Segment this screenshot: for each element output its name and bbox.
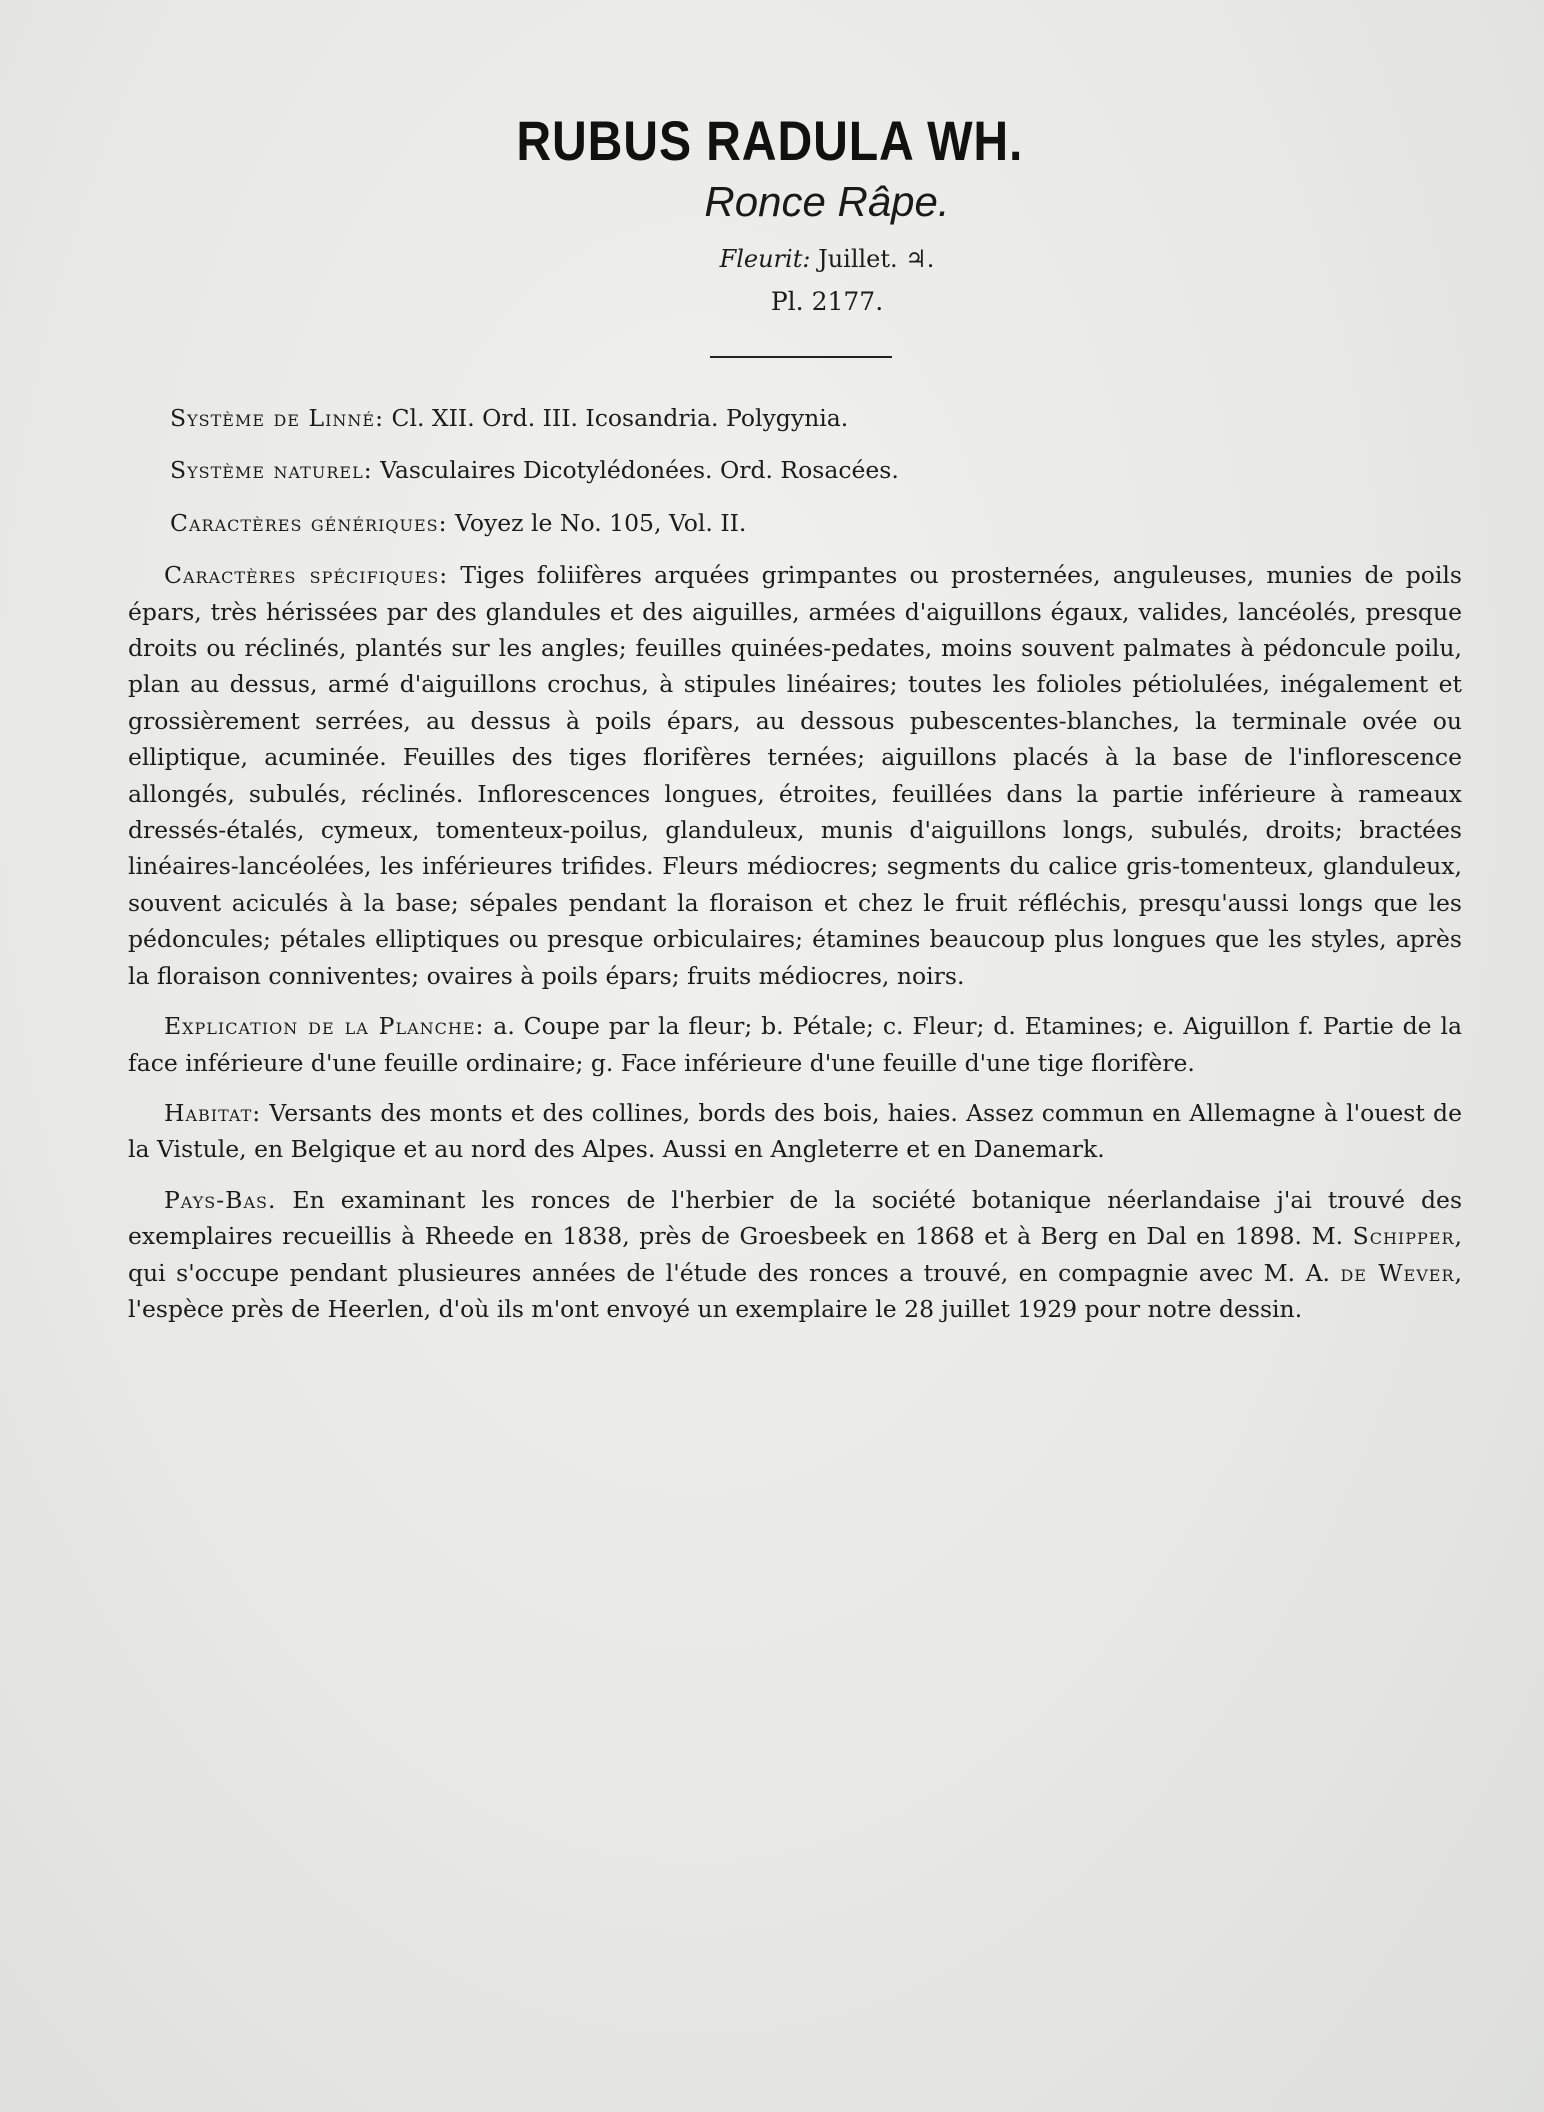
specifiques-paragraph	[128, 557, 1462, 994]
paysbas-text-2: , qui s'occupe pendant plusieures années de l'étude des ronces a trouvé, en compagnie avec M. A.	[128, 1222, 1462, 1287]
explication-paragraph	[128, 1008, 1462, 1081]
habitat-paragraph	[128, 1095, 1462, 1168]
linne-text: Cl. XII. Ord. III. Icosandria. Polygynia.	[384, 404, 849, 432]
description-body	[128, 400, 1462, 1341]
generiques-line	[128, 505, 1462, 541]
linne-label: Système de Linné:	[170, 404, 385, 432]
specifiques-text: Tiges foliifères arquées grimpantes ou prosternées, anguleuses, munies de poils épars, très hérissées par des glandules et des aiguilles, armées d'aiguillons égaux, valides, lancéolés, presque droits ou réclinés, plantés sur les angles; feuilles quinées-pedates, moins souvent palmates à pédoncule poilu, plan au dessus, armé d'aiguillons crochus, à stipules linéaires; toutes les folioles pétiolulées, inégalement et grossièrement serrées, au dessus à poils épars, au dessous pubescentes-blanches, la terminale ovée ou elliptique, acuminée. Feuilles des tiges florifères ternées; aiguillons placés à la base de l'inflorescence allongés, subulés, réclinés. Inflorescences longues, étroites, feuillées dans la partie inférieure à rameaux dressés-étalés, cymeux, tomenteux-poilus, glanduleux, munis d'aiguillons longs, subulés, droits; bractées linéaires-lancéolées, les inférieures trifides. Fleurs médiocres; segments du calice gris-tomenteux, glanduleux, souvent aciculés à la base; sépales pendant la floraison et chez le fruit réfléchis, presqu'aussi longs que les pédoncules; pétales elliptiques ou presque orbiculaires; étamines beaucoup plus longues que les styles, après la floraison conniventes; ovaires à poils épars; fruits médiocres, noirs.	[128, 561, 1462, 990]
habitat-label: Habitat:	[164, 1098, 262, 1127]
generiques-text: Voyez le No. 105, Vol. II.	[447, 508, 747, 537]
generiques-label: Caractères génériques:	[170, 508, 448, 537]
paysbas-label: Pays-Bas.	[164, 1185, 277, 1214]
flowering-line	[0, 245, 1544, 273]
specifiques-label: Caractères spécifiques:	[164, 561, 449, 590]
paysbas-paragraph	[128, 1182, 1462, 1328]
naturel-text: Vasculaires Dicotylédonées. Ord. Rosacées.	[372, 456, 899, 485]
explication-text: a. Coupe par la fleur; b. Pétale; c. Fleur; d. Etamines; e. Aiguillon f. Partie de la face inférieure d'une feuille ordinaire; g. Face inférieure d'une feuille d'une tige florifère.	[128, 1012, 1462, 1077]
explication-label: Explication de la Planche:	[164, 1012, 485, 1041]
plate-number: Pl. 2177.	[770, 287, 884, 316]
common-name: Ronce Râpe.	[704, 178, 950, 225]
flowering-label: Fleurit:	[719, 245, 811, 273]
naturel-line	[128, 452, 1462, 488]
species-title: RUBUS RADULA WH.	[516, 109, 1024, 172]
paysbas-text-1: En examinant les ronces de l'herbier de la société botanique néerlandaise j'ai trouvé des exemplaires recueillis à Rheede en 1838, près de Groesbeek en 1868 et à Berg en Dal en 1898. M.	[128, 1185, 1462, 1251]
habitat-text: Versants des monts et des collines, bords des bois, haies. Assez commun en Allemagne à l'ouest de la Vistule, en Belgique et au nord des Alpes. Aussi en Angleterre et en Danemark.	[128, 1098, 1462, 1164]
naturel-label: Système naturel:	[170, 456, 373, 485]
paysbas-name-dewever: de Wever	[1340, 1258, 1455, 1287]
divider	[710, 356, 892, 358]
flowering-value: Juillet. ♃.	[810, 245, 935, 273]
paysbas-text-3: , l'espèce près de Heerlen, d'où ils m'ont envoyé un exemplaire le 28 juillet 1929 pour notre dessin.	[128, 1258, 1462, 1323]
paysbas-name-schipper: Schipper	[1352, 1222, 1455, 1251]
linne-line	[128, 400, 1462, 436]
